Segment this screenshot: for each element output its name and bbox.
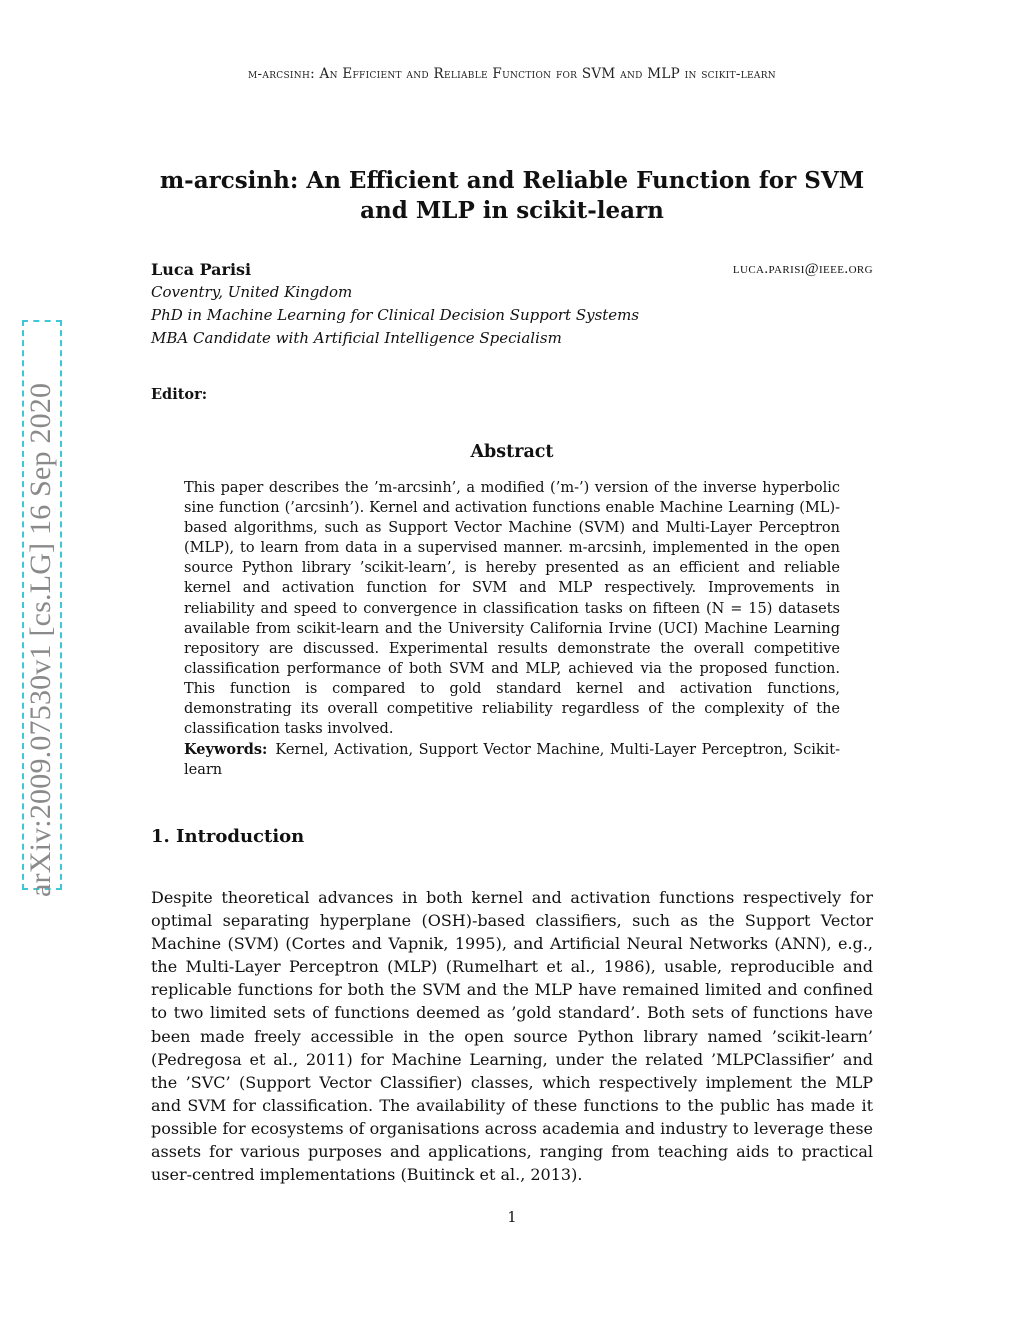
- running-head: m-arcsinh: An Efficient and Reliable Function for SVM and MLP in scikit-learn: [248, 66, 776, 82]
- paper-title: m-arcsinh: An Efficient and Reliable Function for SVM and MLP in scikit-learn: [159, 167, 865, 224]
- page-number: 1: [507, 1210, 517, 1226]
- arxiv-identifier[interactable]: arXiv:2009.07530v1 [cs.LG] 16 Sep 2020: [24, 382, 57, 897]
- author-affiliation-mba: MBA Candidate with Artificial Intelligence Specialism: [151, 329, 562, 347]
- author-affiliation-phd: PhD in Machine Learning for Clinical Decision Support Systems: [151, 306, 640, 324]
- author-affiliation-location: Coventry, United Kingdom: [151, 283, 353, 301]
- author-email[interactable]: luca.parisi@ieee.org: [732, 261, 873, 277]
- keywords-label: Keywords:: [184, 741, 268, 758]
- author-block: [151, 258, 873, 350]
- keywords-block: [184, 740, 840, 780]
- editor-label: Editor:: [151, 386, 208, 403]
- abstract-text: This paper describes the ’m-arcsinh’, a modified (’m-’) version of the inverse hyperbolic sine function (’arcsinh’). Kernel and activation functions enable Machine Learning (ML)-based algorithms, such as Support Vector Machine (SVM) and Multi-Layer Perceptron (MLP), to learn from data in a supervised manner. m-arcsinh, implemented in the open source Python library ’scikit-learn’, is hereby presented as an efficient and reliable kernel and activation function for SVM and MLP respectively. Improvements in reliability and speed to convergence in classification tasks on fifteen (N = 15) datasets available from scikit-learn and the University California Irvine (UCI) Machine Learning repository are discussed. Experimental results demonstrate the overall competitive classification performance of both SVM and MLP, achieved via the proposed function. This function is compared to gold standard kernel and activation functions, demonstrating its overall competitive reliability regardless of the complexity of the classification tasks involved.: [184, 480, 840, 738]
- section-heading-introduction: 1. Introduction: [151, 826, 305, 847]
- author-name: Luca Parisi: [151, 260, 252, 279]
- keywords-text: Kernel, Activation, Support Vector Machine, Multi-Layer Perceptron, Scikit-learn: [184, 742, 840, 779]
- abstract-heading: Abstract: [470, 442, 554, 462]
- introduction-text: Despite theoretical advances in both kernel and activation functions respectively for optimal separating hyperplane (OSH)-based classifiers, such as the Support Vector Machine (SVM) (Cortes and Vapnik, 1995), and Artificial Neural Networks (ANN), e.g., the Multi-Layer Perceptron (MLP) (Rumelhart et al., 1986), usable, reproducible and replicable functions for both the SVM and the MLP have remained limited and confined to two limited sets of functions deemed as ’gold standard’. Both sets of functions have been made freely accessible in the open source Python library named ’scikit-learn’ (Pedregosa et al., 2011) for Machine Learning, under the related ’MLPClassifier’ and the ’SVC’ (Support Vector Classifier) classes, which respectively implement the MLP and SVM for classification. The availability of these functions to the public has made it possible for ecosystems of organisations across academia and industry to leverage these assets for various purposes and applications, ranging from teaching aids to practical user-centred implementations (Buitinck et al., 2013).: [151, 888, 873, 1185]
